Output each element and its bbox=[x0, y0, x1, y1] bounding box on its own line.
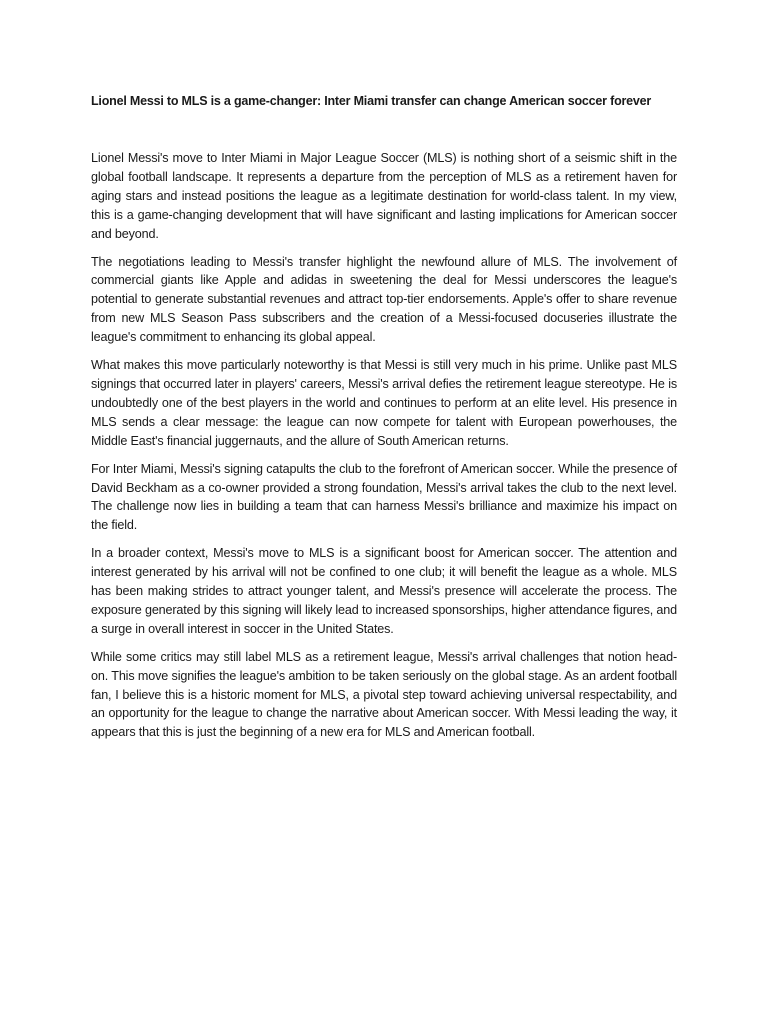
document-page bbox=[91, 92, 677, 751]
paragraph-5: In a broader context, Messi's move to MLS is a significant boost for American soccer. The attention and interest generated by his arrival will not be confined to one club; it will benefit the league as a whole. MLS has been making strides to attract younger talent, and Messi's presence will accelerate the process. The exposure generated by this signing will likely lead to increased sponsorships, higher attendance figures, and a surge in overall interest in soccer in the United States. bbox=[91, 546, 677, 636]
paragraph-6: While some critics may still label MLS as a retirement league, Messi's arrival challenges that notion head-on. This move signifies the league's ambition to be taken seriously on the global stage. As an ardent football fan, I believe this is a historic moment for MLS, a pivotal step toward achieving universal respectability, and an opportunity for the league to change the narrative about American soccer. With Messi leading the way, it appears that this is just the beginning of a new era for MLS and American football. bbox=[91, 649, 677, 740]
paragraph-1: Lionel Messi's move to Inter Miami in Major League Soccer (MLS) is nothing short of a seismic shift in the global football landscape. It represents a departure from the perception of MLS as a retirement haven for aging stars and instead positions the league as a legitimate destination for world-class talent. In my view, this is a game-changing development that will have significant and lasting implications for American soccer and beyond. bbox=[91, 151, 677, 241]
paragraph-2: The negotiations leading to Messi's transfer highlight the newfound allure of MLS. The involvement of commercial giants like Apple and adidas in sweetening the deal for Messi underscores the league's potential to generate substantial revenues and attract top-tier endorsements. Apple's offer to share revenue from new MLS Season Pass subscribers and the creation of a Messi-focused docuseries illustrate the league's commitment to enhancing its global appeal. bbox=[91, 254, 677, 345]
document-body bbox=[91, 149, 677, 742]
document-title: Lionel Messi to MLS is a game-changer: Inter Miami transfer can change American soccer forever bbox=[91, 94, 652, 108]
paragraph-4: For Inter Miami, Messi's signing catapults the club to the forefront of American soccer. While the presence of David Beckham as a co-owner provided a strong foundation, Messi's arrival takes the club to the next level. The challenge now lies in building a team that can harness Messi's brilliance and maximize his impact on the field. bbox=[91, 461, 677, 533]
paragraph-3: What makes this move particularly noteworthy is that Messi is still very much in his prime. Unlike past MLS signings that occurred later in players' careers, Messi's arrival defies the retirement league stereotype. He is undoubtedly one of the best players in the world and continues to perform at an elite level. His presence in MLS sends a clear message: the league can now compete for talent with European powerhouses, the Middle East's financial juggernauts, and the allure of South American returns. bbox=[91, 358, 677, 448]
